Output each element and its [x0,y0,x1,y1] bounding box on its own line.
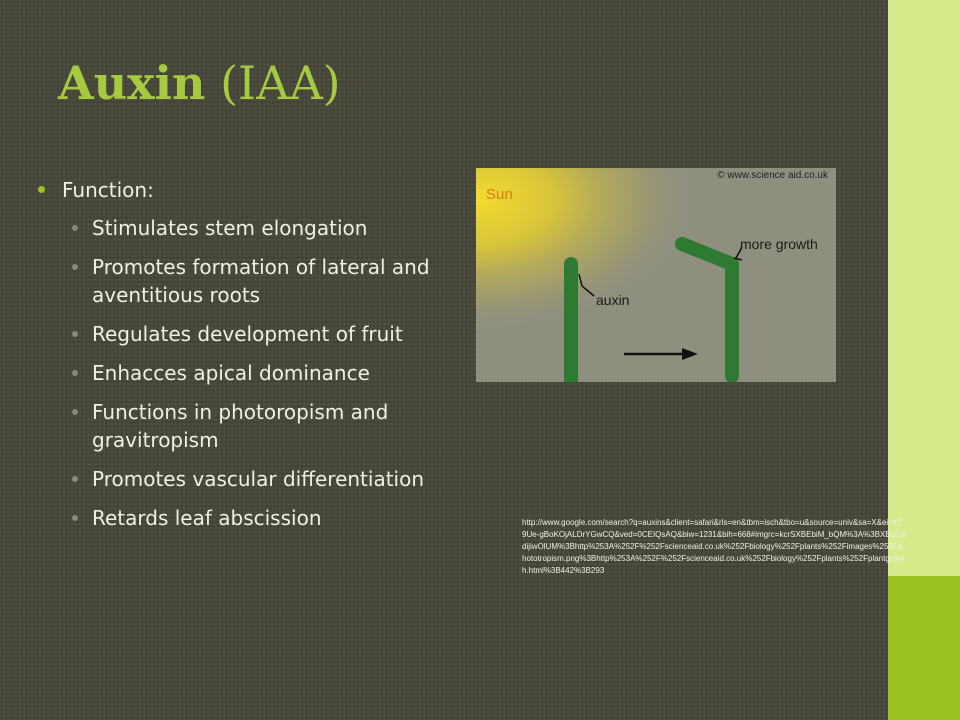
sub-bullet-dot-icon [72,225,78,231]
bullet-heading [34,176,474,204]
function-item [34,504,474,532]
diagram-copyright: © www.science aid.co.uk [717,170,828,181]
bullet-list [34,176,474,543]
bullet-heading-text: Function: [62,178,154,202]
right-decorative-band-accent [888,576,960,720]
sub-bullet-dot-icon [72,264,78,270]
function-item [34,359,474,387]
more-growth-label: more growth [740,236,818,252]
function-item [34,214,474,242]
function-item-text: Stimulates stem elongation [92,216,368,240]
sun-label: Sun [486,186,513,203]
function-item-text: Promotes vascular differentiation [92,467,425,491]
phototropism-diagram-graphic [476,168,836,382]
function-item [34,465,474,493]
image-source-url: http://www.google.com/search?q=auxins&client=safari&rls=en&tbm=isch&tbo=u&source=univ&sa=X&ei=lfZ9Ue-gBoKOjALDrYGwCQ&ved=0CEIQsAQ&biw=1231&bih=668#imgrc=kcrSXBEbiM_bQM%3A%3BXBqG6dijiwOlUM%3Bhttp%253A%252F%252Fscienceaid.co.uk%252Fbiology%252Fplants%252Fimages%252Fphototropism.png%3Bhttp%253A%252F%252Fscienceaid.co.uk%252Fbiology%252Fplants%252Fplantgrowth.html%3B442%3B293 [522,518,906,575]
function-item [34,398,474,454]
title-main-word: Auxin [58,56,206,110]
sub-bullet-dot-icon [72,331,78,337]
sub-bullet-dot-icon [72,476,78,482]
bullet-dot-icon [38,186,45,193]
phototropism-diagram [476,168,836,382]
function-item-text: Functions in photoropism and gravitropism [92,400,389,452]
sub-bullet-dot-icon [72,515,78,521]
sub-bullet-dot-icon [72,370,78,376]
function-item [34,320,474,348]
function-item [34,253,474,309]
slide-title [58,58,341,109]
function-item-text: Enhacces apical dominance [92,361,370,385]
function-item-text: Retards leaf abscission [92,506,322,530]
sub-bullet-dot-icon [72,409,78,415]
sunlight-glow [476,168,836,382]
auxin-label: auxin [596,292,630,308]
function-item-text: Promotes formation of lateral and aventitious roots [92,255,430,307]
function-item-text: Regulates development of fruit [92,322,403,346]
title-abbreviation: (IAA) [220,56,341,110]
